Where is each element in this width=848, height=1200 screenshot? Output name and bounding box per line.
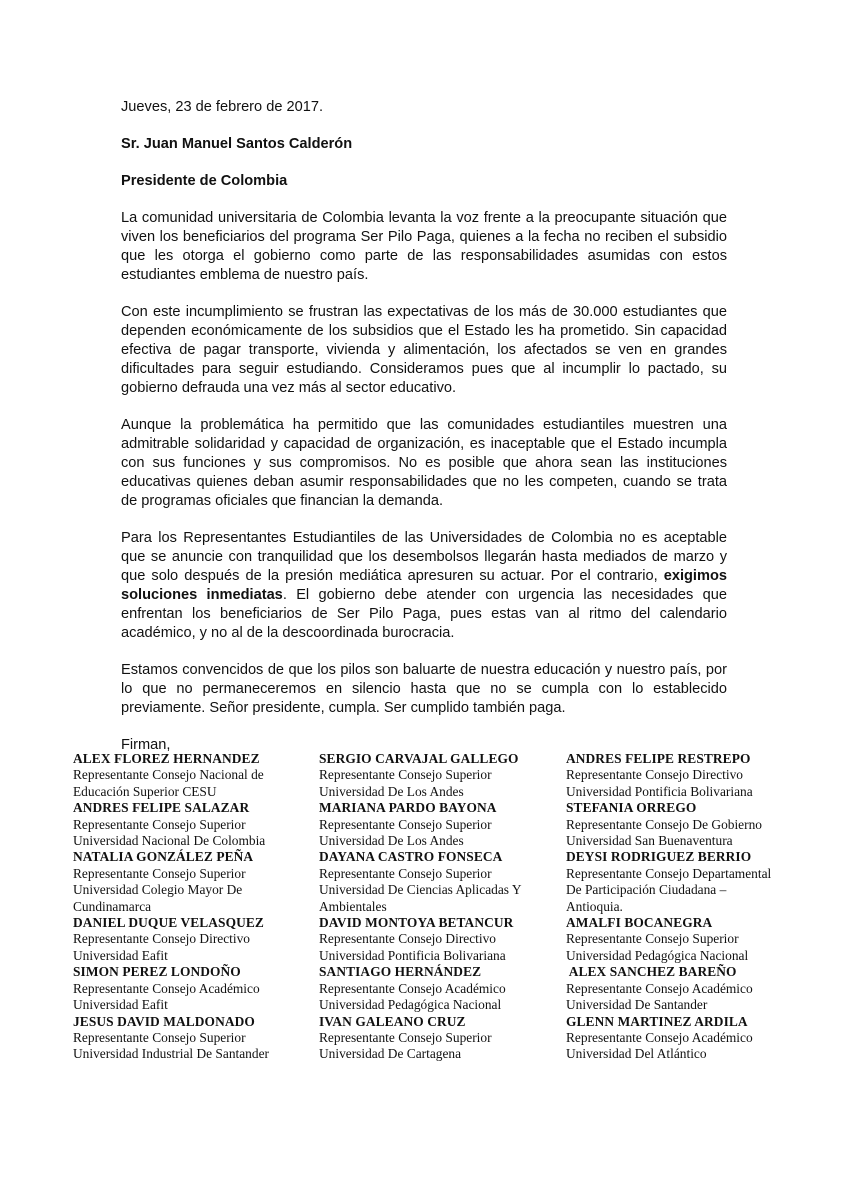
- signer-role: Representante Consejo Académico: [566, 980, 753, 996]
- signer-role: Representante Consejo Superior: [73, 865, 246, 881]
- signer-name: SERGIO CARVAJAL GALLEGO: [319, 751, 519, 766]
- signer-role: Representante Consejo Nacional de: [73, 767, 264, 783]
- signer-institution: Universidad De Cartagena: [319, 1046, 462, 1062]
- signer-role: Representante Consejo Superior: [73, 1029, 246, 1045]
- paragraph-4-text-after: . El gobierno debe atender con urgencia las necesidades que enfrentan los beneficiarios de Ser Pilo Paga, pues estas van al ritmo del calendario académico, y no al de la descoordinada burocracia.: [121, 587, 728, 641]
- signer-name: MARIANA PARDO BAYONA: [319, 800, 497, 816]
- signer-institution: Universidad De Ciencias Aplicadas Y: [319, 882, 522, 898]
- signature-block: [566, 849, 813, 915]
- closing: Firman,: [121, 737, 171, 753]
- signature-block: [566, 1014, 813, 1063]
- recipient-title: Presidente de Colombia: [121, 173, 288, 189]
- signer-name: STEFANIA ORREGO: [566, 800, 697, 816]
- signer-institution: De Participación Ciudadana –: [566, 882, 727, 898]
- signer-institution-continued: Antioquia.: [566, 898, 623, 914]
- signer-name: SIMON PEREZ LONDOÑO: [73, 964, 241, 980]
- paragraph-4-text-before: Para los Representantes Estudiantiles de las Universidades de Colombia no es aceptable que se anuncie con tranquilidad que los desembolsos llegarán hasta mediados de marzo y que solo después de la presión mediática apresuren su actuar. Por el contrario,: [121, 530, 727, 584]
- paragraph-3: Aunque la problemática ha permitido que las comunidades estudiantiles muestren una admitrable solidaridad y capacidad de organización, es inaceptable que el Estado incumpla con sus funciones y sus compromisos. No es posible que ahora sean las instituciones educativas quienes deban asumir responsabilidades que no les competen, cuando se trata de programas oficiales que financian la demanda.: [121, 417, 727, 509]
- signature-block: [319, 1014, 566, 1063]
- signer-name: DAVID MONTOYA BETANCUR: [319, 915, 514, 931]
- letter-body: [121, 98, 727, 755]
- signature-block: [73, 1014, 319, 1063]
- signer-institution: Universidad Pontificia Bolivariana: [566, 783, 753, 799]
- signer-role: Representante Consejo Departamental: [566, 865, 772, 881]
- signer-role: Representante Consejo Superior: [73, 816, 246, 832]
- signer-role: Representante Consejo Directivo: [73, 931, 251, 947]
- signer-name: ANDRES FELIPE RESTREPO: [566, 751, 751, 766]
- signature-column-3: [566, 751, 813, 1063]
- signer-role: Representante Consejo Académico: [566, 1029, 753, 1045]
- paragraph-4-emphasis: exigimos soluciones inmediatas: [121, 568, 727, 603]
- signer-name: IVAN GALEANO CRUZ: [319, 1013, 466, 1029]
- signatures-grid: [73, 751, 813, 1063]
- signature-block: [319, 751, 566, 800]
- signer-institution: Universidad Pontificia Bolivariana: [319, 947, 506, 963]
- signer-institution-continued: Ambientales: [319, 898, 387, 914]
- signature-block: [319, 964, 566, 1013]
- signature-block: [566, 751, 813, 800]
- signer-institution: Universidad De Los Andes: [319, 783, 464, 799]
- signer-institution: Universidad Del Atlántico: [566, 1046, 707, 1062]
- signer-name: ALEX SANCHEZ BAREÑO: [566, 964, 737, 980]
- signer-role: Representante Consejo Superior: [566, 931, 739, 947]
- signer-institution: Universidad Industrial De Santander: [73, 1046, 269, 1062]
- signature-block: [319, 915, 566, 964]
- signer-role: Representante Consejo Directivo: [566, 767, 744, 783]
- signer-institution: Universidad Eafit: [73, 997, 168, 1013]
- signature-block: [73, 915, 319, 964]
- signature-block: [73, 849, 319, 915]
- signer-name: SANTIAGO HERNÁNDEZ: [319, 964, 482, 980]
- signer-institution: Universidad Pedagógica Nacional: [566, 947, 749, 963]
- signer-name: DANIEL DUQUE VELASQUEZ: [73, 915, 264, 931]
- signature-column-2: [319, 751, 566, 1063]
- signature-block: [566, 800, 813, 849]
- signature-block: [73, 800, 319, 849]
- recipient-name: Sr. Juan Manuel Santos Calderón: [121, 136, 353, 152]
- signer-institution: Universidad Nacional De Colombia: [73, 833, 266, 849]
- signer-name: GLENN MARTINEZ ARDILA: [566, 1013, 748, 1029]
- signer-institution-continued: Cundinamarca: [73, 898, 152, 914]
- letter-date: Jueves, 23 de febrero de 2017.: [121, 99, 324, 115]
- signer-role: Representante Consejo Superior: [319, 865, 492, 881]
- signer-name: DEYSI RODRIGUEZ BERRIO: [566, 849, 752, 865]
- signer-name: ANDRES FELIPE SALAZAR: [73, 800, 250, 816]
- signer-name: AMALFI BOCANEGRA: [566, 915, 713, 931]
- paragraph-5: Estamos convencidos de que los pilos son baluarte de nuestra educación y nuestro país, por lo que no permaneceremos en silencio hasta que no se cumpla con lo establecido previamente. Señor presidente, cumpla. Ser cumplido también paga.: [121, 662, 727, 716]
- signer-institution: Educación Superior CESU: [73, 783, 217, 799]
- paragraph-1: La comunidad universitaria de Colombia levanta la voz frente a la preocupante situación que viven los beneficiarios del programa Ser Pilo Paga, quienes a la fecha no reciben el subsidio que les otorga el gobierno como parte de las responsabilidades asumidas con estos estudiantes emblema de nuestro país.: [121, 210, 727, 283]
- signer-role: Representante Consejo Superior: [319, 816, 492, 832]
- signer-role: Representante Consejo Superior: [319, 767, 492, 783]
- signature-block: [566, 964, 813, 1013]
- signer-institution: Universidad Colegio Mayor De: [73, 882, 243, 898]
- signature-block: [566, 915, 813, 964]
- signer-name: DAYANA CASTRO FONSECA: [319, 849, 503, 865]
- signer-role: Representante Consejo Superior: [319, 1029, 492, 1045]
- signature-block: [73, 964, 319, 1013]
- signer-name: JESUS DAVID MALDONADO: [73, 1013, 255, 1029]
- paragraph-4: [121, 529, 727, 643]
- signer-name: ALEX FLOREZ HERNANDEZ: [73, 751, 260, 766]
- signature-block: [73, 751, 319, 800]
- signer-institution: Universidad De Los Andes: [319, 833, 464, 849]
- signer-institution: Universidad Eafit: [73, 947, 168, 963]
- signature-block: [319, 800, 566, 849]
- signature-column-1: [73, 751, 319, 1063]
- paragraph-2: Con este incumplimiento se frustran las expectativas de los más de 30.000 estudiantes que dependen económicamente de los subsidios que el Estado les ha prometido. Sin capacidad efectiva de pagar transporte, vivienda y alimentación, los afectados se ven en grandes dificultades para seguir estudiando. Consideramos pues que al incumplir lo pactado, su gobierno defrauda una vez más al sector educativo.: [121, 304, 727, 396]
- signature-block: [319, 849, 566, 915]
- signer-institution: Universidad De Santander: [566, 997, 708, 1013]
- signer-institution: Universidad San Buenaventura: [566, 833, 733, 849]
- signer-role: Representante Consejo Académico: [73, 980, 260, 996]
- signer-role: Representante Consejo Directivo: [319, 931, 497, 947]
- signer-role: Representante Consejo De Gobierno: [566, 816, 762, 832]
- signer-name: NATALIA GONZÁLEZ PEÑA: [73, 849, 254, 865]
- signer-institution: Universidad Pedagógica Nacional: [319, 997, 502, 1013]
- signer-role: Representante Consejo Académico: [319, 980, 506, 996]
